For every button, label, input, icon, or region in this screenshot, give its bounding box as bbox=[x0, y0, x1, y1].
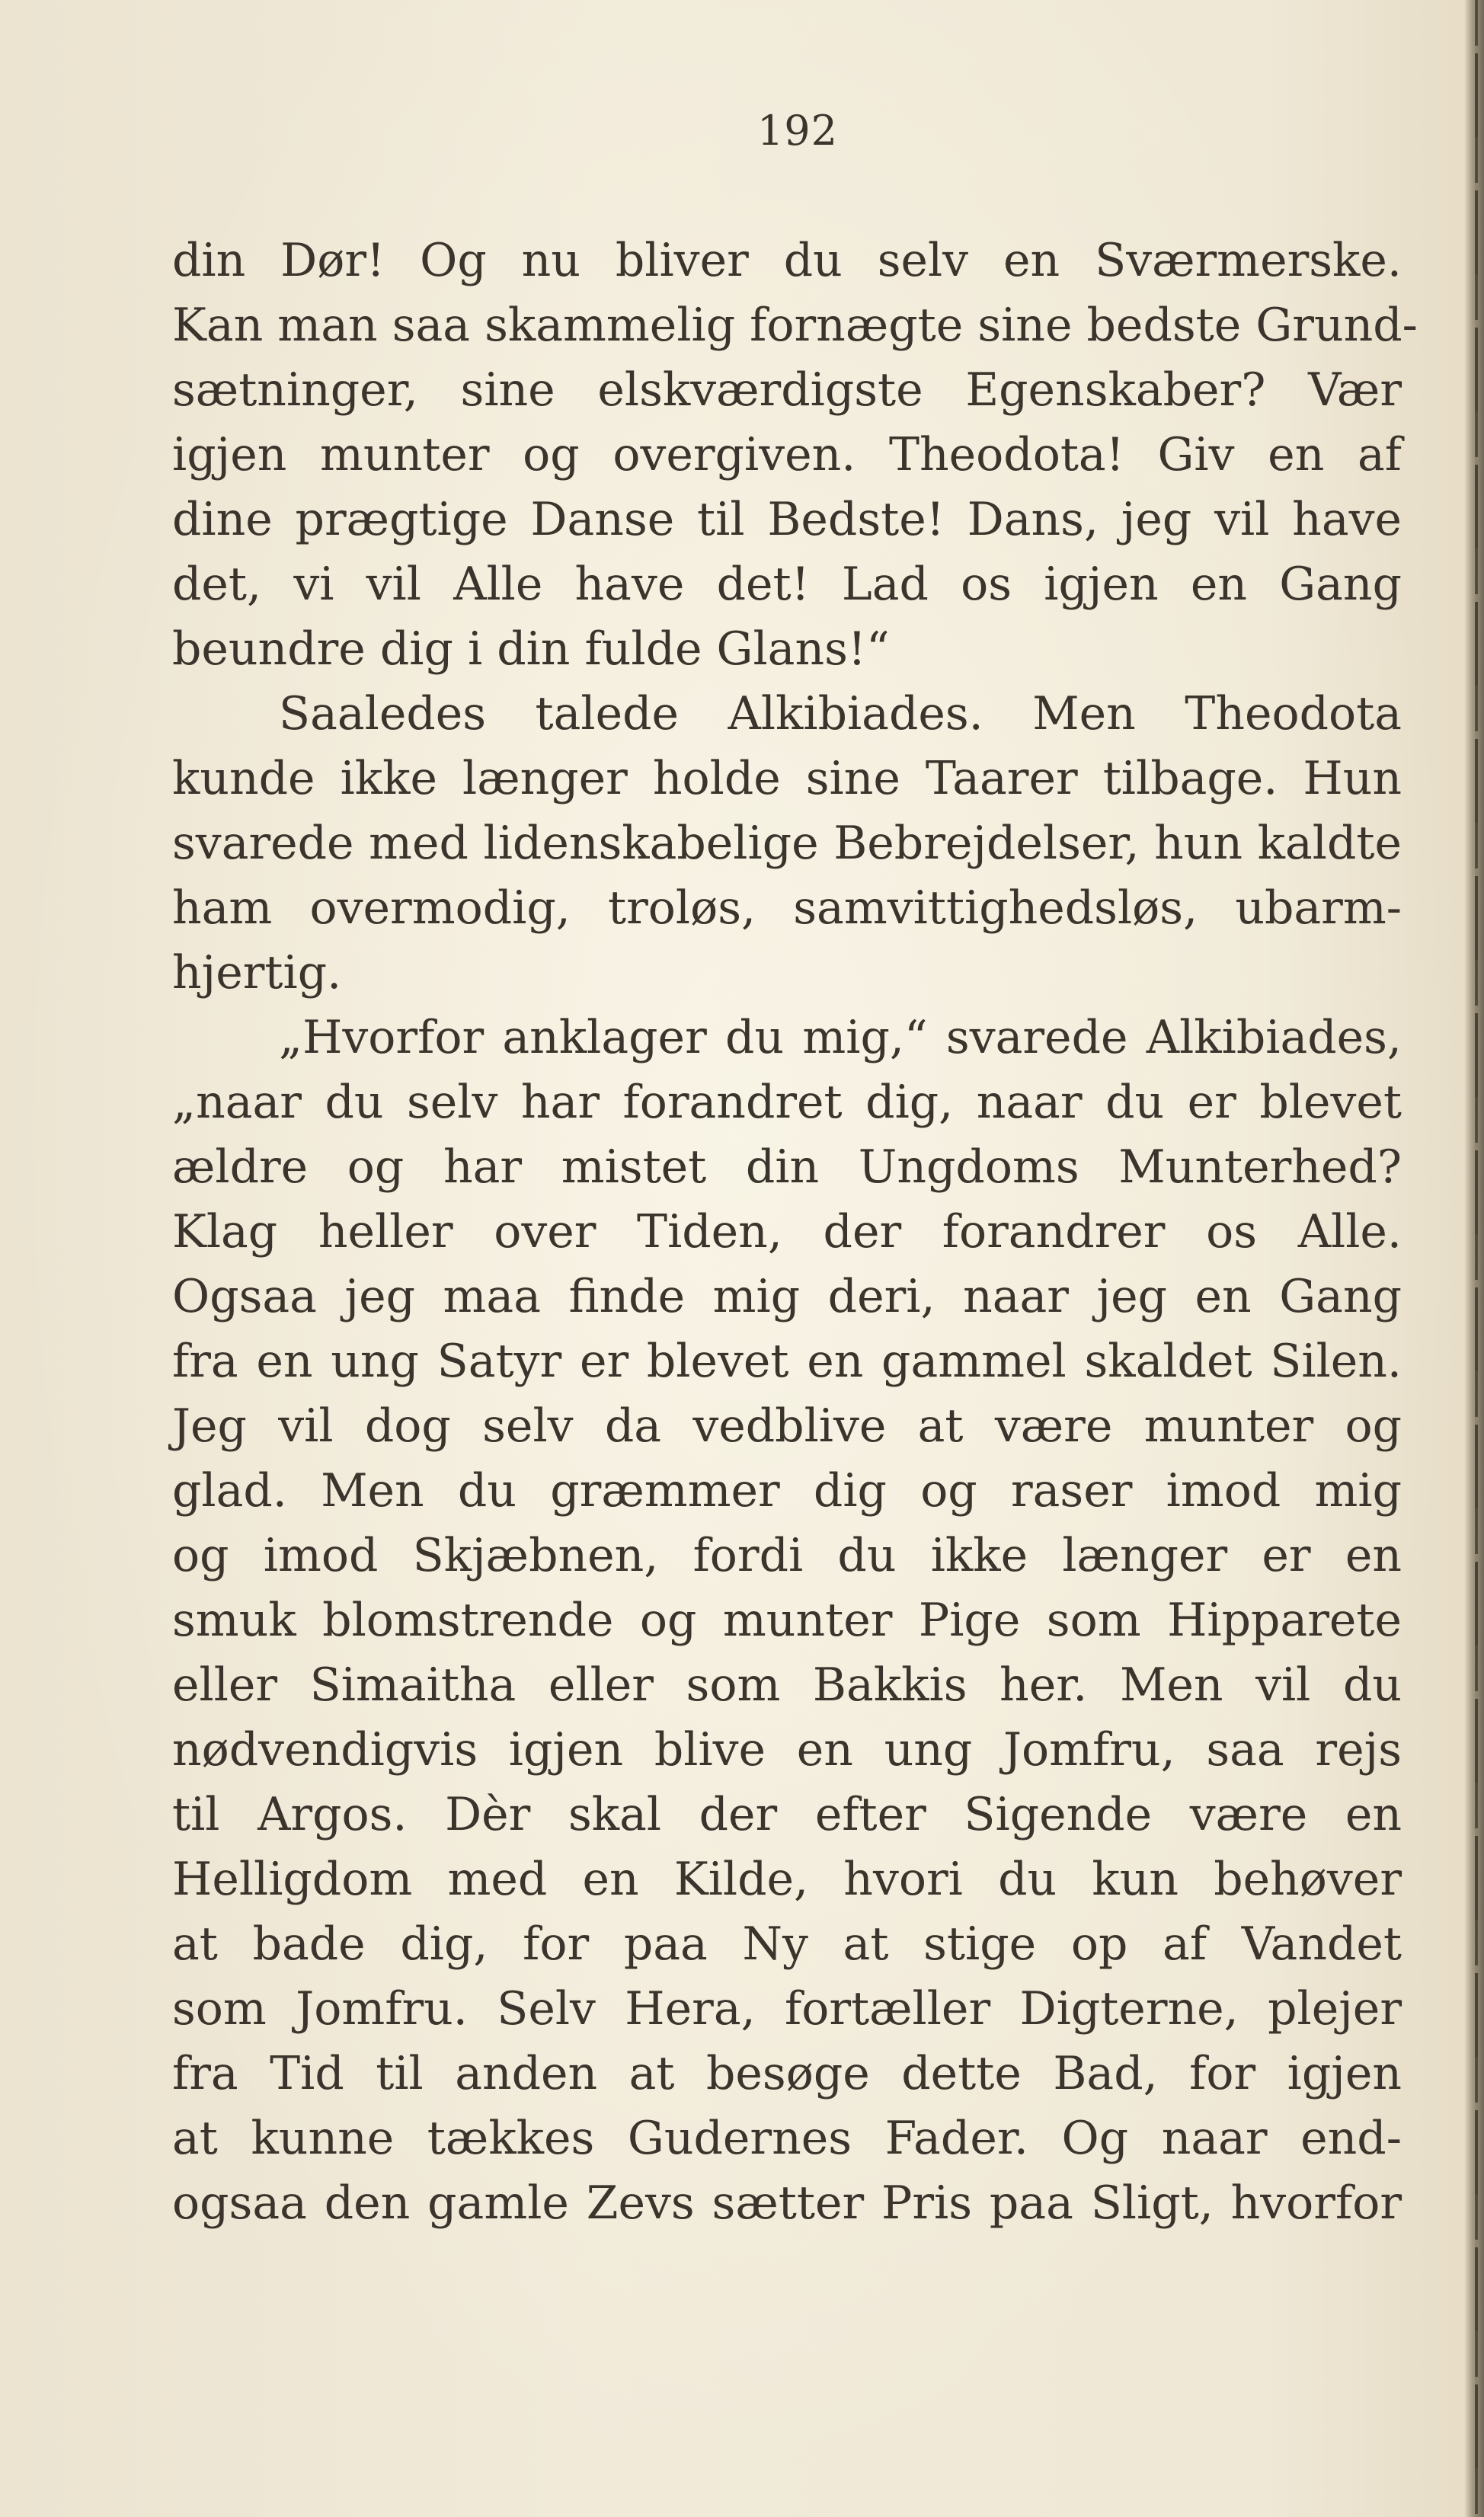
text-line: Saaledes talede Alkibiades. Men Theodota bbox=[279, 687, 1402, 740]
text-line: og imod Skjæbnen, fordi du ikke længer er en bbox=[172, 1529, 1402, 1582]
text-line: Ogsaa jeg maa finde mig deri, naar jeg en Gang bbox=[172, 1270, 1402, 1323]
text-line: ham overmodig, troløs, samvittighedsløs, ubarm- bbox=[172, 881, 1402, 935]
text-line: hjertig. bbox=[172, 946, 342, 999]
text-line: det, vi vil Alle have det! Lad os igjen en Gang bbox=[172, 558, 1402, 611]
text-line: ogsaa den gamle Zevs sætter Pris paa Sligt, hvorfor bbox=[172, 2176, 1402, 2230]
text-line: „naar du selv har forandret dig, naar du er blevet bbox=[172, 1076, 1402, 1129]
text-line: som Jomfru. Selv Hera, fortæller Digterne, plejer bbox=[172, 1982, 1402, 2036]
text-line: Helligdom med en Kilde, hvori du kun behøver bbox=[172, 1853, 1402, 1906]
page-edge-binding bbox=[1475, 0, 1478, 2517]
text-line: Klag heller over Tiden, der forandrer os Alle. bbox=[172, 1205, 1402, 1258]
text-line: beundre dig i din fulde Glans!“ bbox=[172, 622, 890, 676]
text-line: glad. Men du græmmer dig og raser imod mig bbox=[172, 1464, 1402, 1518]
text-line: til Argos. Dèr skal der efter Sigende være en bbox=[172, 1788, 1402, 1841]
text-line: svarede med lidenskabelige Bebrejdelser, hun kaldte bbox=[172, 817, 1402, 870]
text-line: kunde ikke længer holde sine Taarer tilbage. Hun bbox=[172, 752, 1402, 805]
body-text bbox=[172, 229, 1418, 2236]
page-edge-shadow bbox=[1464, 0, 1484, 2517]
text-line: sætninger, sine elskværdigste Egenskaber? Vær bbox=[172, 363, 1402, 417]
text-line: igjen munter og overgiven. Theodota! Giv en af bbox=[172, 428, 1402, 481]
text-line: ældre og har mistet din Ungdoms Munterhed? bbox=[172, 1140, 1402, 1194]
text-line: fra en ung Satyr er blevet en gammel skaldet Silen. bbox=[172, 1335, 1402, 1388]
text-line: Jeg vil dog selv da vedblive at være munter og bbox=[172, 1399, 1402, 1453]
text-line: „Hvorfor anklager du mig,“ svarede Alkibiades, bbox=[279, 1011, 1402, 1064]
text-line: at kunne tækkes Gudernes Fader. Og naar end- bbox=[172, 2112, 1402, 2165]
text-line: at bade dig, for paa Ny at stige op af Vandet bbox=[172, 1917, 1402, 1971]
page-number: 192 bbox=[756, 107, 839, 155]
text-line: nødvendigvis igjen blive en ung Jomfru, saa rejs bbox=[172, 1723, 1402, 1777]
text-line: dine prægtige Danse til Bedste! Dans, jeg vil have bbox=[172, 493, 1402, 546]
text-line: Kan man saa skammelig fornægte sine bedste Grund- bbox=[172, 299, 1418, 352]
text-line: smuk blomstrende og munter Pige som Hipparete bbox=[172, 1594, 1402, 1647]
text-line: fra Tid til anden at besøge dette Bad, for igjen bbox=[172, 2047, 1402, 2100]
text-line: eller Simaitha eller som Bakkis her. Men vil du bbox=[172, 1658, 1402, 1712]
text-line: din Dør! Og nu bliver du selv en Sværmerske. bbox=[172, 234, 1402, 287]
